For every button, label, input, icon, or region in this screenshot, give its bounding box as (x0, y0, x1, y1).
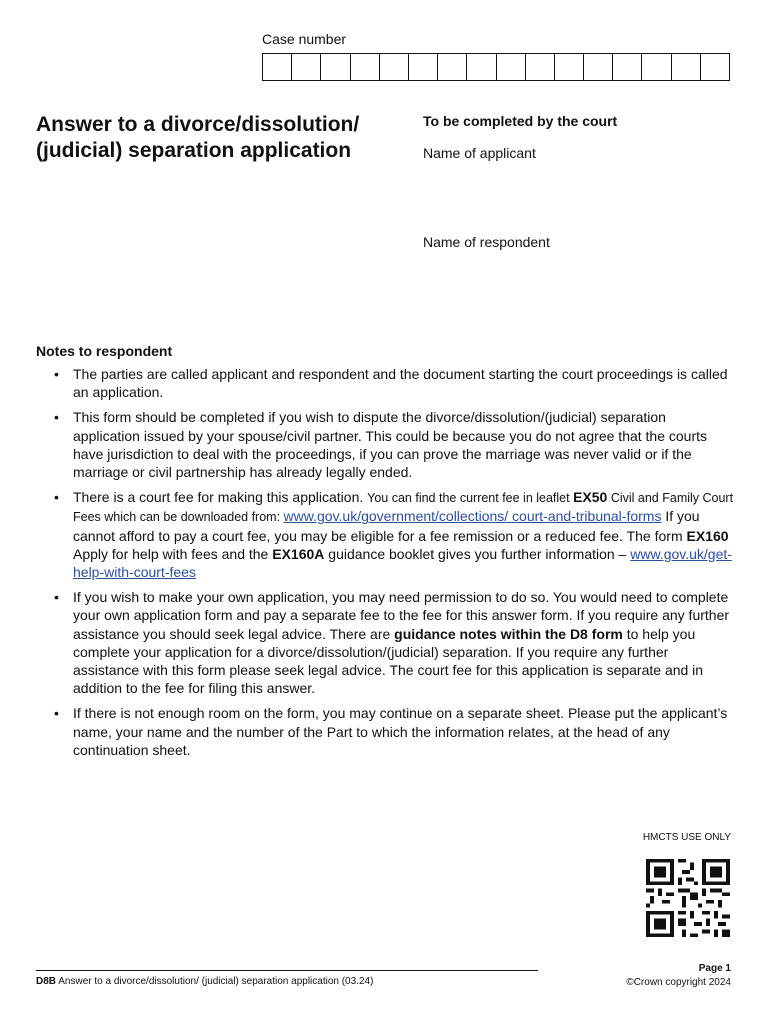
copyright: ©Crown copyright 2024 (626, 977, 731, 988)
help-with-fees-link[interactable]: www.gov.uk/get-help-with-court-fees (73, 545, 732, 581)
court-forms-link[interactable]: www.gov.uk/government/collections/ court-and-tribunal-forms (283, 508, 662, 525)
notes-list (36, 365, 736, 766)
respondent-name-label: Name of respondent (423, 234, 550, 250)
case-number-input[interactable] (262, 53, 730, 81)
footer-divider (36, 970, 538, 971)
list-item: • The parties are called applicant and respondent and the document starting the court proceedings is called an application. (54, 366, 728, 401)
footer-form-id: D8B Answer to a divorce/dissolution/ (judicial) separation application (03.24) (36, 976, 374, 987)
list-item: • If you wish to make your own application, you may need permission to do so. You would need to complete your own application form and pay a separate fee to the fee for this answer form. If you require any further assistance you should seek legal advice. There are guidance notes within the D8 form to help you complete your application for a divorce/dissolution/(judicial) separation. If you require any further assistance with this form please seek legal advice. The court fee for this application is separate and in addition to the fee for filing this answer. (54, 589, 730, 697)
footer-page-info (626, 962, 731, 990)
list-item: • There is a court fee for making this application. You can find the current fee in leaflet EX50 Civil and Family Court Fees which can be downloaded from: www.gov.uk/government/collections/ court-and-tribunal-forms If you cannot afford to pay a court fee, you may be eligible for a fee remission or a reduced fee. The form EX160 Apply for help with fees and the EX160A guidance booklet gives you further information – www.gov.uk/get-help-with-court-fees (54, 489, 734, 581)
notes-heading: Notes to respondent (36, 343, 173, 359)
case-number-label: Case number (262, 31, 347, 47)
hmcts-use-label: HMCTS USE ONLY (642, 832, 731, 843)
list-item: • If there is not enough room on the form, you may continue on a separate sheet. Please put the applicant’s name, your name and the number of the Part to which the information relates, at the head of any continuation sheet. (54, 705, 728, 758)
page-number: Page 1 (698, 963, 731, 974)
qr-code-icon (646, 859, 730, 937)
page-title: Answer to a divorce/dissolution/ (judicial) separation application (36, 113, 360, 162)
court-section-heading: To be completed by the court (423, 113, 618, 129)
applicant-name-label: Name of applicant (423, 145, 536, 161)
list-item: • This form should be completed if you wish to dispute the divorce/dissolution/(judicial) separation application issued by your spouse/civil partner. This could be because you do not agree that the courts have jurisdiction to deal with the proceedings, if you can prove the marriage was never valid or if the marriage or civil partnership has already legally ended. (54, 409, 708, 481)
